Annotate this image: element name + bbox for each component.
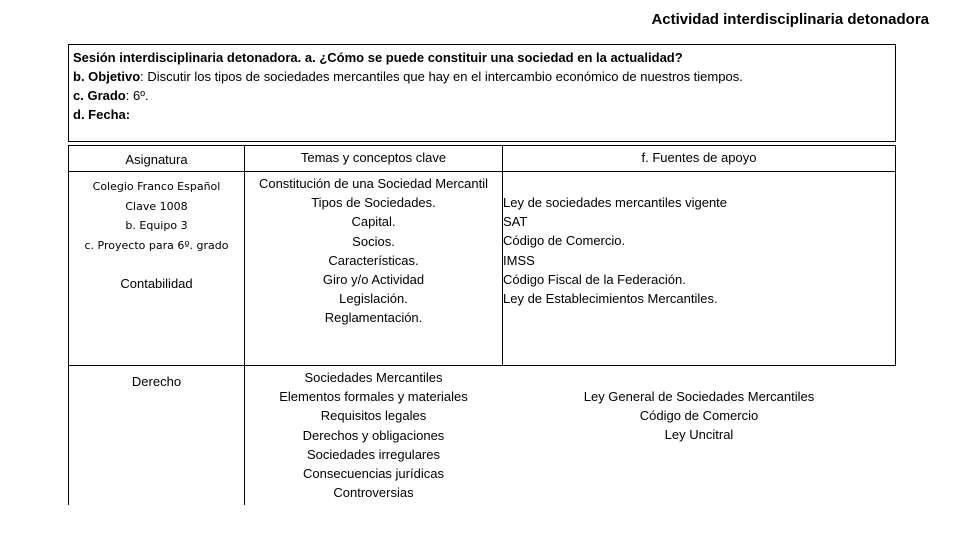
- objective-text: : Discutir los tipos de sociedades mercantiles que hay en el intercambio económico de nuestros tiempos.: [140, 69, 743, 84]
- grade-label: c. Grado: [73, 88, 126, 103]
- sources-derecho: [503, 387, 895, 445]
- list-item: Ley General de Sociedades Mercantiles: [583, 389, 815, 404]
- list-item: Reglamentación.: [324, 310, 423, 326]
- grade-text: : 6º.: [125, 88, 149, 103]
- list-item: Características.: [328, 252, 419, 268]
- topics-contabilidad: [245, 174, 502, 328]
- school-name: Colegio Franco Español: [92, 180, 221, 193]
- objective-label: b. Objetivo: [73, 69, 141, 84]
- list-item: Constitución de una Sociedad Mercantil: [258, 176, 489, 191]
- list-item: Legislación.: [339, 291, 408, 307]
- session-info-box: [68, 44, 896, 142]
- team-label: b. Equipo 3: [125, 219, 188, 232]
- list-item: Controversias: [333, 485, 414, 501]
- list-item: Sociedades Mercantiles: [304, 370, 443, 385]
- project-label: c. Proyecto para 6º. grado: [84, 238, 229, 252]
- subject-contabilidad: Contabilidad: [120, 276, 193, 291]
- list-item: Código de Comercio.: [503, 233, 626, 249]
- header-topics: Temas y conceptos clave: [300, 150, 447, 165]
- header-subject: Asignatura: [125, 152, 188, 167]
- list-item: Giro y/o Actividad: [322, 272, 425, 288]
- list-item: Ley de Establecimientos Mercantiles.: [503, 291, 718, 307]
- list-item: Elementos formales y materiales: [279, 389, 468, 405]
- page-title: Actividad interdisciplinaria detonadora: [651, 11, 929, 28]
- school-info: [69, 177, 244, 255]
- table-header-divider: [68, 171, 896, 172]
- list-item: Requisitos legales: [320, 408, 427, 424]
- list-item: Sociedades irregulares: [307, 446, 440, 462]
- list-item: Código de Comercio: [639, 408, 759, 424]
- list-item: Capital.: [351, 214, 396, 230]
- list-item: Código Fiscal de la Federación.: [503, 271, 686, 287]
- list-item: Socios.: [352, 233, 395, 249]
- date-label: d. Fecha:: [73, 107, 131, 122]
- school-code: Clave 1008: [125, 199, 188, 213]
- list-item: Consecuencias jurídicas: [303, 466, 444, 482]
- list-item: IMSS: [503, 252, 535, 268]
- header-sources: f. Fuentes de apoyo: [641, 150, 757, 165]
- subject-derecho: Derecho: [131, 374, 182, 389]
- session-title: Sesión interdisciplinaria detonadora. a. ¿Cómo se puede constituir una sociedad en la actualidad?: [73, 50, 683, 65]
- grade-line: [73, 86, 891, 105]
- list-item: Ley Uncitral: [664, 427, 734, 443]
- list-item: Ley de sociedades mercantiles vigente: [503, 195, 728, 210]
- list-item: Tipos de Sociedades.: [311, 195, 436, 211]
- sources-contabilidad: [503, 193, 893, 308]
- objective-line: [73, 67, 891, 86]
- list-item: SAT: [503, 214, 528, 230]
- list-item: Derechos y obligaciones: [302, 427, 445, 443]
- topics-derecho: [245, 368, 502, 502]
